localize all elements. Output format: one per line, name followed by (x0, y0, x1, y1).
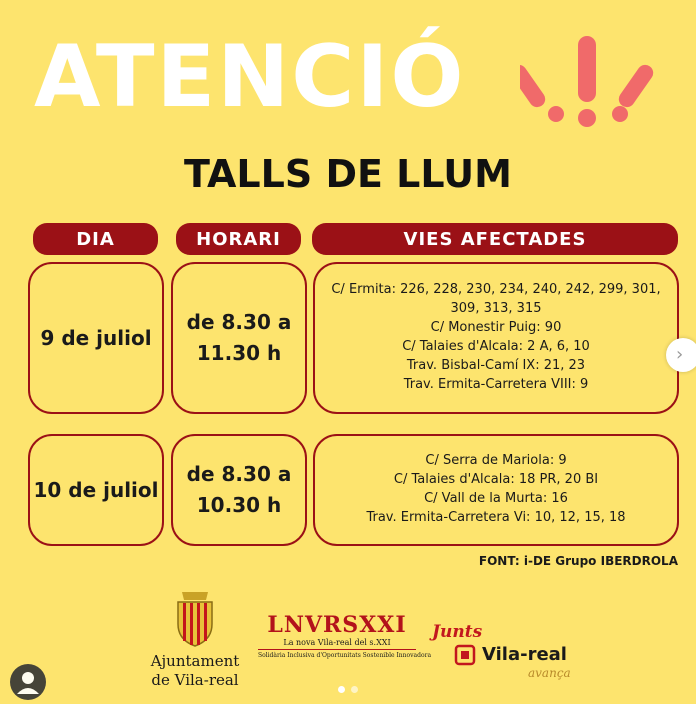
column-header-streets: VIES AFECTADES (312, 223, 678, 255)
lnv-tagline: Solidària Inclusiva d'Oportunitats Sostenible Innovadora (258, 649, 416, 659)
column-header-hour: HORARI (176, 223, 301, 255)
row-2-streets (313, 434, 679, 546)
vilareal-text: Vila-real (482, 644, 567, 665)
street-line: C/ Serra de Mariola: 9 (425, 453, 567, 469)
row-2-hour-line-1: de 8.30 a (186, 462, 292, 486)
street-line: C/ Monestir Puig: 90 (430, 320, 562, 336)
column-header-day: DIA (33, 223, 158, 255)
subtitle: TALLS DE LLUM (184, 152, 512, 196)
next-slide-button[interactable] (666, 338, 696, 372)
street-line: Trav. Ermita-Carretera Vi: 10, 12, 15, 18 (366, 509, 626, 525)
row-1-streets (313, 262, 679, 414)
exclamation-icon (520, 32, 660, 132)
source-note: FONT: i-DE Grupo IBERDROLA (478, 554, 678, 568)
carousel-dot[interactable] (338, 686, 345, 693)
street-line: C/ Vall de la Murta: 16 (424, 491, 568, 506)
row-2-hour (171, 434, 307, 546)
crest-icon (170, 588, 220, 648)
street-line: C/ Ermita: 226, 228, 230, 234, 240, 242, 299, 301, (331, 282, 661, 298)
row-1-day (28, 262, 164, 414)
street-line: Trav. Ermita-Carretera VIII: 9 (403, 376, 589, 392)
row-2-day (28, 434, 164, 546)
row-1-day-text: 9 de juliol (40, 326, 152, 350)
row-2-day-text: 10 de juliol (33, 478, 159, 502)
lnv-title: LNVRSXXI (267, 612, 407, 638)
row-1-hour-line-1: de 8.30 a (186, 310, 292, 334)
row-1-hour (171, 262, 307, 414)
vilareal-mark-icon (454, 644, 476, 666)
row-1-hour-line-2: 11.30 h (196, 341, 282, 365)
street-line: Trav. Bisbal-Camí IX: 21, 23 (406, 357, 586, 373)
lnv-subtitle: La nova Vila-real del s.XXI (283, 638, 391, 647)
ajuntament-line-1: Ajuntament (150, 652, 240, 670)
street-line: C/ Talaies d'Alcala: 18 PR, 20 BI (393, 472, 599, 488)
street-line: 309, 313, 315 (450, 301, 542, 317)
lnvrsxxi-logo (258, 612, 432, 659)
chevron-right-icon: › (676, 344, 684, 365)
junts-vilareal-logo (432, 622, 592, 682)
row-2-hour-line-2: 10.30 h (196, 493, 282, 517)
avanca-text: avança (528, 666, 571, 680)
avatar-icon[interactable] (10, 664, 46, 700)
ajuntament-logo (140, 588, 250, 690)
page-title: ATENCIÓ (34, 27, 466, 127)
junts-text: Junts (432, 622, 483, 642)
carousel-dot[interactable] (351, 686, 358, 693)
ajuntament-line-2: de Vila-real (151, 670, 239, 689)
street-line: C/ Talaies d'Alcala: 2 A, 6, 10 (402, 339, 590, 354)
carousel-dots (338, 686, 358, 693)
